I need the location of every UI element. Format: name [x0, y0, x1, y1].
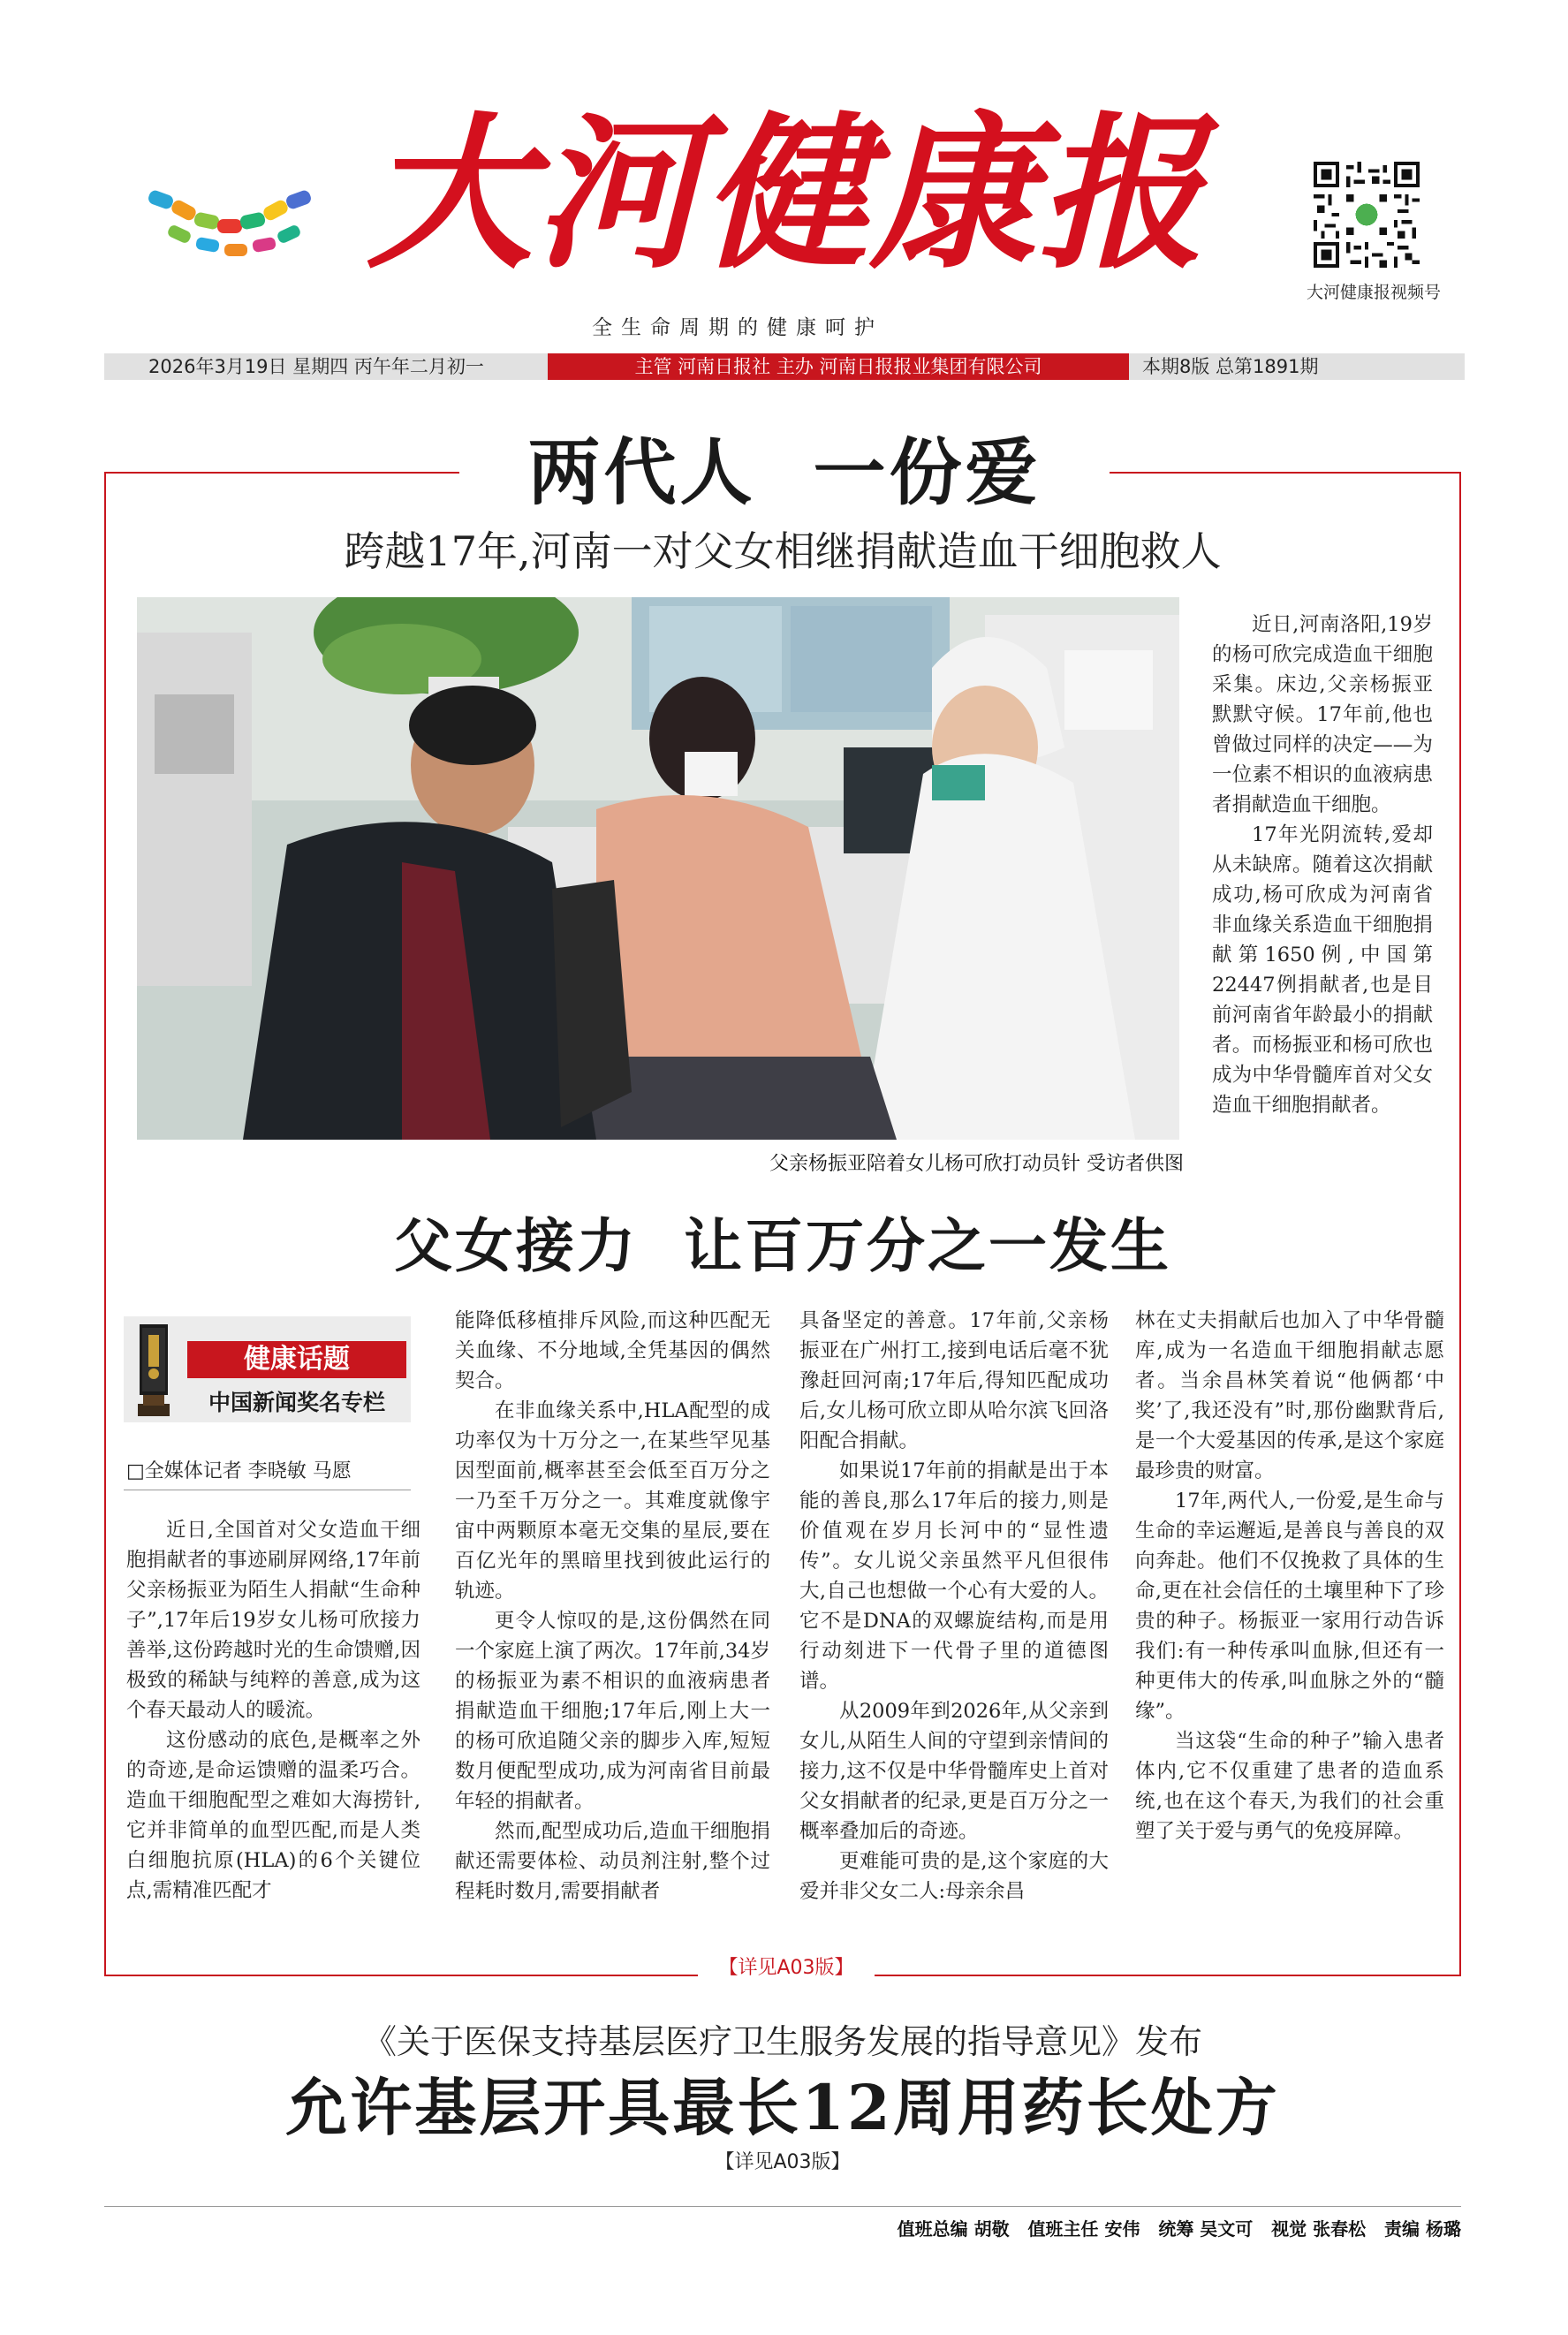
column-badge-title: 健康话题 [187, 1341, 406, 1378]
publisher-info: 主管 河南日报社 主办 河南日报报业集团有限公司 [548, 353, 1129, 380]
article-paragraph: 林在丈夫捐献后也加入了中华骨髓库,成为一名造血干细胞捐献志愿者。当余昌林笑着说“他俩都‘中奖’了,我还没有”时,那份幽默背后,是一个大爱基因的传承,是这个家庭最珍贵的财富。 [1135, 1309, 1444, 1482]
lead-intro-paragraph: 近日,河南洛阳,19岁的杨可欣完成造血干细胞采集。床边,父亲杨振亚默默守候。17年前,他也曾做过同样的决定——为一位素不相识的血液病患者捐献造血干细胞。 [1212, 613, 1433, 816]
newspaper-logo-mark [141, 177, 318, 274]
column-badge-subtitle: 中国新闻奖名专栏 [208, 1390, 385, 1415]
footer-divider [104, 2206, 1461, 2207]
lead-jump-link[interactable]: 【详见A03版】 [698, 1951, 875, 1986]
qr-code-icon[interactable] [1314, 162, 1420, 268]
lead-intro-paragraph: 17年光阴流转,爱却从未缺席。随着这次捐献成功,杨可欣成为河南省非血缘关系造血干细胞捐献第1650例,中国第22447例捐献者,也是目前河南省年龄最小的捐献者。而杨振亚和杨可欣也成为中华骨髓库首对父女造血干细胞捐献者。 [1212, 823, 1433, 1117]
trophy-icon [133, 1319, 175, 1420]
article-paragraph: 从2009年到2026年,从父亲到女儿,从陌生人间的守望到亲情间的接力,这不仅是中华骨髓库史上首对父女捐献者的纪录,更是百万分之一概率叠加后的奇迹。 [799, 1700, 1109, 1843]
editor-credits: 值班总编 胡敬 值班主任 安伟 统筹 吴文可 视觉 张春松 责编 杨璐 [897, 2218, 1461, 2240]
section-headline[interactable]: 父女接力 让百万分之一发生 [394, 1211, 1171, 1280]
issue-number: 本期8版 总第1891期 [1142, 356, 1319, 377]
masthead-tagline: 全生命周期的健康呵护 [592, 316, 883, 339]
lead-headline[interactable]: 两代人 一份爱 [459, 424, 1110, 521]
article-column-4 [1135, 1306, 1444, 1846]
article-paragraph: 更难能可贵的是,这个家庭的大爱并非父女二人:母亲余昌 [799, 1850, 1109, 1903]
dateline-bar [104, 353, 1465, 380]
lead-photo[interactable] [137, 597, 1179, 1140]
article-paragraph: 然而,配型成功后,造血干细胞捐献还需要体检、动员剂注射,整个过程耗时数月,需要捐献者 [455, 1820, 770, 1903]
article-paragraph: 能降低移植排斥风险,而这种匹配无关血缘、不分地域,全凭基因的偶然契合。 [455, 1309, 770, 1392]
issue-date: 2026年3月19日 星期四 丙午年二月初一 [148, 356, 484, 377]
article-paragraph: 这份感动的底色,是概率之外的奇迹,是命运馈赠的温柔巧合。造血干细胞配型之难如大海捞针,它并非简单的血型匹配,而是人类白细胞抗原(HLA)的6个关键位点,需精准匹配才 [126, 1729, 420, 1902]
article-paragraph: 近日,全国首对父女造血干细胞捐献者的事迹刷屏网络,17年前父亲杨振亚为陌生人捐献“生命种子”,17年后19岁女儿杨可欣接力善举,这份跨越时光的生命馈赠,因极致的稀缺与纯粹的善意,成为这个春天最动人的暖流。 [126, 1519, 420, 1722]
lead-subheadline: 跨越17年,河南一对父女相继捐献造血干细胞救人 [344, 527, 1222, 575]
photo-caption: 父亲杨振亚陪着女儿杨可欣打动员针 受访者供图 [769, 1153, 1184, 1175]
article-paragraph: 具备坚定的善意。17年前,父亲杨振亚在广州打工,接到电话后毫不犹豫赶回河南;17年后,得知匹配成功后,女儿杨可欣立即从哈尔滨飞回洛阳配合捐献。 [799, 1309, 1109, 1452]
second-jump-link[interactable]: 【详见A03版】 [715, 2151, 851, 2173]
second-story-headline[interactable]: 允许基层开具最长12周用药长处方 [285, 2071, 1280, 2144]
masthead-title: 大河健康报 [367, 96, 1206, 292]
article-column-3 [799, 1306, 1109, 1907]
article-column-1 [126, 1515, 420, 1906]
second-story-kicker: 《关于医保支持基层医疗卫生服务发展的指导意见》发布 [362, 2022, 1202, 2061]
byline: □全媒体记者 李晓敏 马愿 [126, 1460, 352, 1482]
qr-caption: 大河健康报视频号 [1306, 283, 1441, 302]
article-column-2 [455, 1306, 770, 1907]
article-paragraph: 17年,两代人,一份爱,是生命与生命的幸运邂逅,是善良与善良的双向奔赴。他们不仅挽救了具体的生命,更在社会信任的土壤里种下了珍贵的种子。杨振亚一家用行动告诉我们:有一种传承叫血脉,但还有一种更伟大的传承,叫血脉之外的“髓缘”。 [1135, 1490, 1444, 1723]
article-paragraph: 如果说17年前的捐献是出于本能的善良,那么17年后的接力,则是价值观在岁月长河中的“显性遗传”。女儿说父亲虽然平凡但很伟大,自己也想做一个心有大爱的人。它不是DNA的双螺旋结构,而是用行动刻进下一代骨子里的道德图谱。 [799, 1459, 1109, 1693]
article-paragraph: 当这袋“生命的种子”输入患者体内,它不仅重建了患者的造血系统,也在这个春天,为我们的社会重塑了关于爱与勇气的免疫屏障。 [1135, 1730, 1444, 1843]
lead-intro-column [1212, 610, 1433, 1120]
article-paragraph: 在非血缘关系中,HLA配型的成功率仅为十万分之一,在某些罕见基因型面前,概率甚至会低至百万分之一乃至千万分之一。其难度就像宇宙中两颗原本毫无交集的星辰,要在百亿光年的黑暗里找到彼此运行的轨迹。 [455, 1399, 770, 1603]
article-paragraph: 更令人惊叹的是,这份偶然在同一个家庭上演了两次。17年前,34岁的杨振亚为素不相识的血液病患者捐献造血干细胞;17年后,刚上大一的杨可欣追随父亲的脚步入库,短短数月便配型成功,成为河南省目前最年轻的捐献者。 [455, 1610, 770, 1813]
